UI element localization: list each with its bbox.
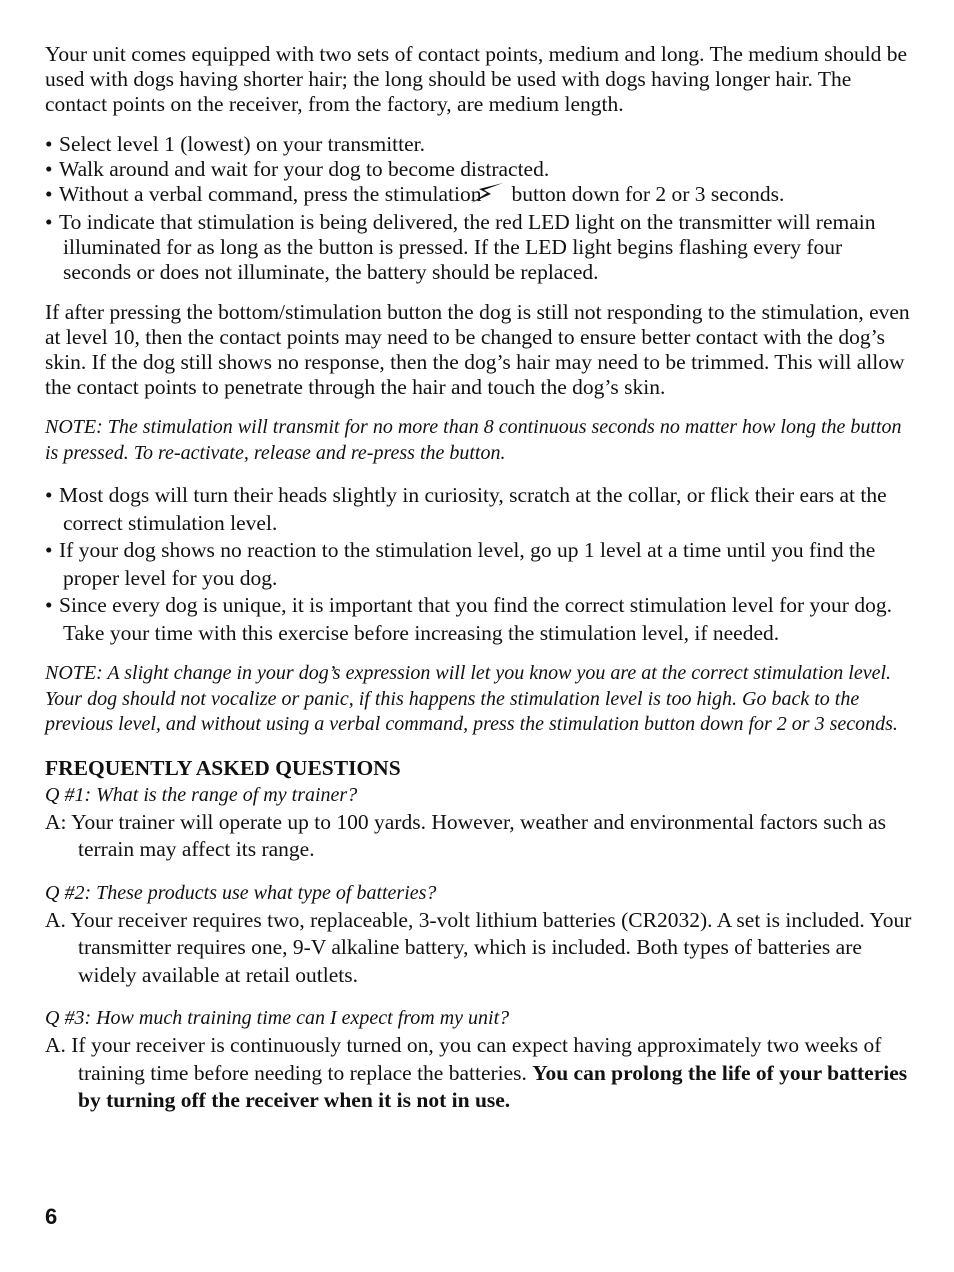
faq-answer: A. Your receiver requires two, replaceable, 3-volt lithium batteries (CR2032). A set is included. Your transmitter requires one, 9-V alkaline battery, which is included. Both types of batteries are widely available at retail outlets. [45, 907, 912, 987]
list-item: • Walk around and wait for your dog to become distracted. [45, 157, 550, 181]
faq-question: Q #3: How much training time can I expect from my unit? [45, 1007, 510, 1029]
list-item: • Since every dog is unique, it is important that you find the correct stimulation level for your dog. Take your time with this exercise before increasing the stimulation level, if needed. [45, 593, 892, 645]
note-paragraph: NOTE: A slight change in your dog’s expression will let you know you are at the correct stimulation level. Your dog should not vocalize or panic, if this happens the stimulation level is too high. Go back to the previous level, and without using a verbal command, press the stimulation button down for 2 or 3 seconds. [45, 662, 898, 735]
list-item: • Most dogs will turn their heads slightly in curiosity, scratch at the collar, or flick their ears at the correct stimulation level. [45, 483, 887, 535]
faq-question: Q #2: These products use what type of batteries? [45, 881, 437, 904]
list-item: • To indicate that stimulation is being delivered, the red LED light on the transmitter will remain illuminated for as long as the button is pressed. If the LED light begins flashing every four seconds or does not illuminate, the battery should be replaced. [45, 210, 876, 284]
faq-heading: FREQUENTLY ASKED QUESTIONS [45, 755, 401, 780]
manual-page [45, 42, 913, 1115]
list-item: • Without a verbal command, press the stimulation button down for 2 or 3 seconds. [45, 182, 913, 210]
note-paragraph: NOTE: The stimulation will transmit for no more than 8 continuous seconds no matter how long the button is pressed. To re-activate, release and re-press the button. [45, 416, 902, 464]
page-number: 6 [45, 1204, 58, 1229]
instruction-list [45, 132, 913, 285]
list-item: • If your dog shows no reaction to the stimulation level, go up 1 level at a time until you find the proper level for you dog. [45, 538, 876, 590]
faq-answer-emphasis: You can prolong the life of your batteries by turning off the receiver when it is not in use. [78, 1060, 908, 1112]
lightning-bolt-icon [487, 182, 505, 210]
faq-answer: A. If your receiver is continuously turned on, you can expect having approximately two weeks of training time before needing to replace the batteries. You can prolong the life of your batteries by turning off the receiver when it is not in use. [45, 1033, 908, 1112]
troubleshoot-paragraph: If after pressing the bottom/stimulation button the dog is still not responding to the stimulation, even at level 10, then the contact points may need to be changed to ensure better contact with the dog’s skin. If the dog still shows no response, then the dog’s hair may need to be trimmed. This will allow the contact points to penetrate through the hair and touch the dog’s skin. [45, 300, 910, 399]
intro-paragraph: Your unit comes equipped with two sets of contact points, medium and long. The medium should be used with dogs having shorter hair; the long should be used with dogs having longer hair. The contact points on the receiver, from the factory, are medium length. [45, 42, 908, 116]
faq-question: Q #1: What is the range of my trainer? [45, 783, 358, 806]
faq-answer: A: Your trainer will operate up to 100 yards. However, weather and environmental factors such as terrain may affect its range. [45, 809, 886, 861]
list-item: • Select level 1 (lowest) on your transmitter. [45, 132, 426, 156]
behavior-list [45, 482, 913, 647]
